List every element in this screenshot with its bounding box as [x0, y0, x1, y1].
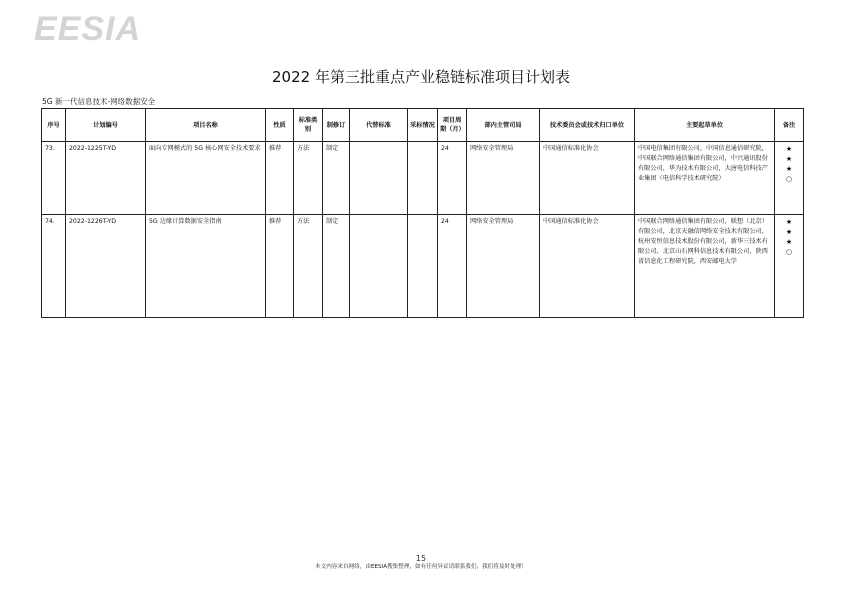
eesia-logo: EESIA: [34, 10, 142, 48]
table-row: [42, 142, 804, 215]
col-header-adoption: 采标情况: [408, 109, 438, 142]
star-icon: ★: [785, 228, 793, 236]
table-row: [42, 215, 804, 318]
col-header-remarks: 备注: [775, 109, 804, 142]
page-number: 15: [415, 554, 427, 563]
col-header-plan-no: 计划编号: [66, 109, 146, 142]
cell-category: 方法: [294, 142, 323, 215]
star-icon: ★: [785, 238, 793, 246]
cell-name: 面向专网模式的 5G 核心网安全技术要求: [146, 142, 266, 215]
col-header-nature: 性质: [266, 109, 294, 142]
cell-replace: [350, 215, 408, 318]
cell-no: 74.: [42, 215, 66, 318]
cell-dept: 网络安全管理局: [467, 142, 540, 215]
cell-nature: 推荐: [266, 142, 294, 215]
page-title: 2022 年第三批重点产业稳链标准项目计划表: [272, 68, 570, 86]
cell-remarks: [775, 215, 804, 318]
circle-icon: ○: [785, 248, 793, 256]
col-header-drafters: 主要起草单位: [635, 109, 775, 142]
cell-revision: 制定: [323, 215, 350, 318]
star-icon: ★: [785, 145, 793, 153]
cell-drafters: 中国电信集团有限公司，中国信息通信研究院，中国联合网络通信集团有限公司，中兴通讯股份有限公司，华为技术有限公司，大唐电信科技产业集团（电信科学技术研究院）: [635, 142, 775, 215]
col-header-dept: 部内主管司局: [467, 109, 540, 142]
cell-no: 73.: [42, 142, 66, 215]
cell-revision: 制定: [323, 142, 350, 215]
cell-remarks: [775, 142, 804, 215]
circle-icon: ○: [785, 175, 793, 183]
star-icon: ★: [785, 218, 793, 226]
cell-nature: 推荐: [266, 215, 294, 318]
col-header-name: 项目名称: [146, 109, 266, 142]
table-header-row: [42, 109, 804, 142]
star-icon: ★: [785, 155, 793, 163]
cell-adoption: [408, 215, 438, 318]
cell-committee: 中国通信标准化协会: [540, 215, 635, 318]
cell-name: 5G 边缘计算数据安全指南: [146, 215, 266, 318]
cell-dept: 网络安全管理局: [467, 215, 540, 318]
col-header-category: 标准类别: [294, 109, 323, 142]
cell-replace: [350, 142, 408, 215]
col-header-no: 序号: [42, 109, 66, 142]
col-header-committee: 技术委员会或技术归口单位: [540, 109, 635, 142]
cell-drafters: 中国联合网络通信集团有限公司，联想（北京）有限公司，北京天融信网络安全技术有限公司，杭州安恒信息技术股份有限公司，新华三技术有限公司，北京山石网科信息技术有限公司，陕西省信息化工程研究院，西安邮电大学: [635, 215, 775, 318]
cell-plan-no: 2022-1225T-YD: [66, 142, 146, 215]
cell-period: 24: [438, 215, 467, 318]
star-icon: ★: [785, 165, 793, 173]
cell-committee: 中国通信标准化协会: [540, 142, 635, 215]
cell-plan-no: 2022-1226T-YD: [66, 215, 146, 318]
section-subtitle: 5G 新一代信息技术-网络数据安全: [42, 97, 156, 106]
col-header-period: 项目周期（月）: [438, 109, 467, 142]
cell-period: 24: [438, 142, 467, 215]
cell-adoption: [408, 142, 438, 215]
footer-note: 本文内容来自网络，由EESIA搜集整理，如有任何异议请联系我们，我们将及时处理！: [315, 564, 527, 570]
col-header-revision: 制修订: [323, 109, 350, 142]
standards-plan-table: [41, 108, 804, 318]
col-header-replace: 代替标准: [350, 109, 408, 142]
cell-category: 方法: [294, 215, 323, 318]
